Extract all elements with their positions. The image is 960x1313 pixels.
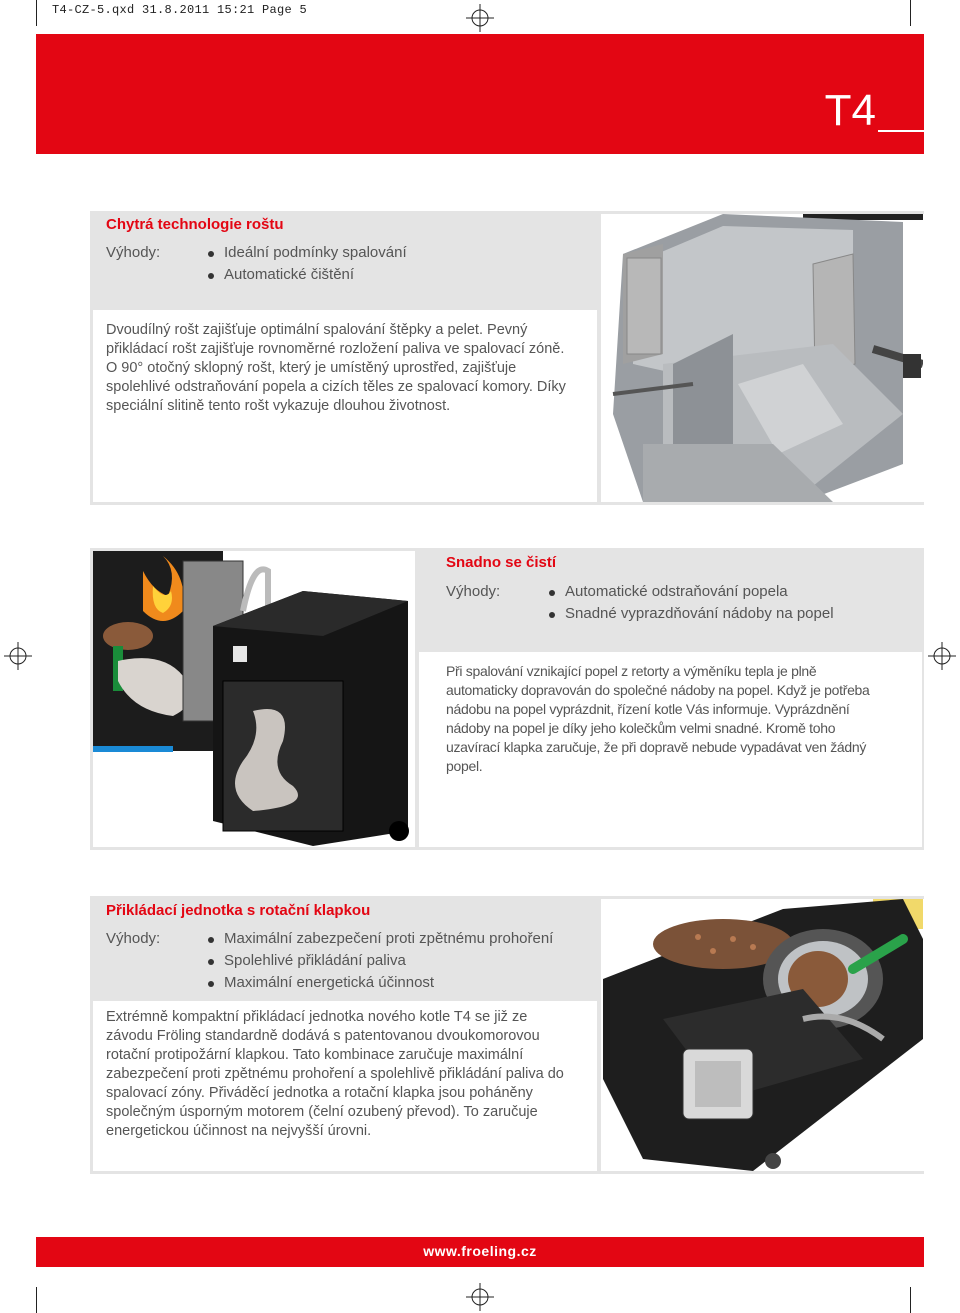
- list-item: Maximální zabezpečení proti zpětnému prohoření: [208, 929, 553, 951]
- registration-mark-bottom: [466, 1283, 494, 1311]
- print-slug: T4-CZ-5.qxd 31.8.2011 15:21 Page 5: [52, 3, 308, 17]
- list-item: Snadné vyprazdňování nádoby na popel: [549, 604, 834, 626]
- rotary-valve-feed-unit-illustration: [603, 899, 923, 1171]
- registration-mark-right: [928, 642, 956, 670]
- website-link[interactable]: www.froeling.cz: [423, 1243, 537, 1259]
- advantages-list: [208, 243, 407, 287]
- advantages-label: Výhody:: [446, 583, 501, 600]
- footer-band: [36, 1237, 924, 1267]
- section-description: Dvoudílný rošt zajišťuje optimální spalování štěpky a pelet. Pevný přikládací rošt zajišťuje rovnoměrné rozložení paliva ve spalovací zóně. O 90° otočný sklopný rošt, který je umístěný uprostřed, zajišťuje spolehlivé odstraňování popela a cizích těles ze spalovací komory. Díky speciální slitině tento rošt vykazuje dlouhou životnost.: [106, 322, 566, 414]
- registration-mark-left: [4, 642, 32, 670]
- registration-mark-top: [466, 4, 494, 32]
- list-item: Automatické čištění: [208, 265, 407, 287]
- advantages-label: Výhody:: [106, 930, 161, 947]
- crop-mark: [36, 1287, 37, 1313]
- section-description: Při spalování vznikající popel z retorty a výměníku tepla je plně automaticky dopravován do společné nádoby na popel. Když je potřeba nádobu na popel vyprázdnit, řízení kotle Vás informuje. Vyprázdnění nádoby na popel je díky jeho kolečkům velmi snadné. Kromě toho uzavírací klapka zaručuje, že při dopravě nebude vypadávat ven žádný popel.: [446, 663, 870, 774]
- section-description: Extrémně kompaktní přikládací jednotka nového kotle T4 se již ze závodu Fröling standardně dodává s patentovanou dvoukomorovou rotační protipožární klapkou. Tato kombinace zaručuje maximální zabezpečení proti zpětnému prohoření a spolehlivě přikládání paliva do spalovací zóny. Přiváděcí jednotka a rotační klapka jsou poháněny společným úsporným motorem (čelní ozubený převod). To zaručuje energetickou účinnost na nejvyšší úrovni.: [106, 1009, 564, 1139]
- list-item: Maximální energetická účinnost: [208, 973, 553, 995]
- crop-mark: [910, 0, 911, 26]
- crop-mark: [36, 0, 37, 26]
- list-item: Ideální podmínky spalování: [208, 243, 407, 265]
- model-underline: [878, 130, 924, 132]
- header-band: [36, 34, 924, 154]
- list-item: Spolehlivé přikládání paliva: [208, 951, 553, 973]
- section-title: Přikládací jednotka s rotační klapkou: [106, 902, 371, 919]
- section-title: Chytrá technologie roštu: [106, 216, 284, 233]
- crop-mark: [910, 1287, 911, 1313]
- advantages-list: [549, 582, 834, 626]
- ash-container-illustration: [93, 551, 415, 847]
- advantages-label: Výhody:: [106, 244, 161, 261]
- model-title: T4: [824, 86, 876, 135]
- advantages-list: [208, 929, 553, 995]
- list-item: Automatické odstraňování popela: [549, 582, 834, 604]
- grate-combustion-chamber-illustration: [603, 214, 923, 502]
- section-title: Snadno se čistí: [446, 554, 557, 571]
